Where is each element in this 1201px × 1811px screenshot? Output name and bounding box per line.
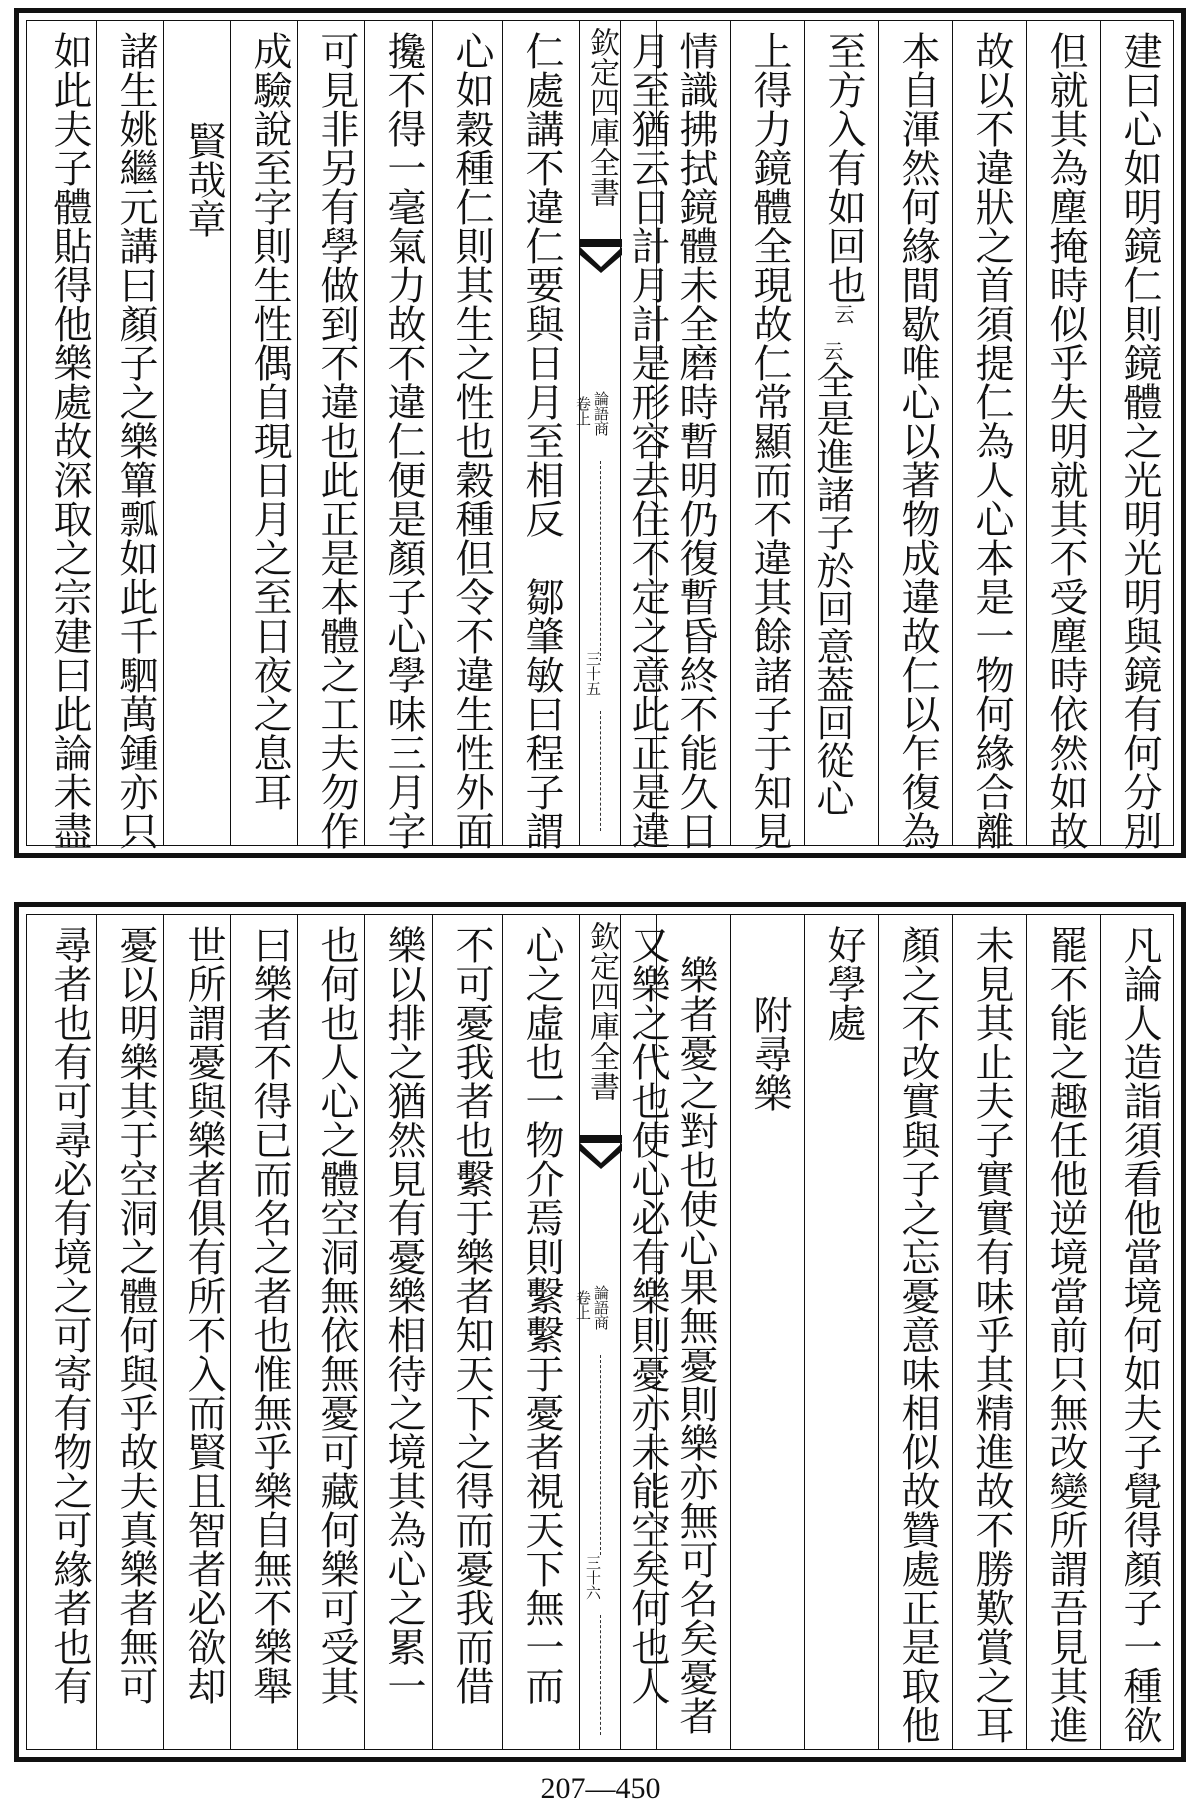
column-rule [364, 21, 365, 845]
column-rule [297, 21, 298, 845]
column-rule [952, 21, 953, 845]
spine-dash [600, 461, 601, 661]
column-rule [730, 915, 731, 1749]
section-heading: 附尋樂 [747, 995, 792, 1112]
column-rule [804, 915, 805, 1749]
spine-column [574, 915, 621, 1749]
text-column: 成驗說至字則生性偶自現日月之至日夜之息耳 [247, 31, 292, 811]
chapter-heading: 賢哉章 [181, 121, 226, 238]
text-column: 又樂之代也使心必有樂則憂亦未能空矣何也人 [625, 925, 670, 1705]
column-rule [1026, 915, 1027, 1749]
spine-volume: 卷上 [574, 396, 592, 426]
text-column: 可見非另有學做到不違也此正是本體之工夫勿作 [314, 31, 359, 850]
text-column: 建曰心如明鏡仁則鏡體之光明光明與鏡有何分別 [1117, 31, 1162, 850]
text-column: 曰樂者不得已而名之者也惟無乎樂自無不樂舉 [247, 925, 292, 1705]
spine-title: 欽定四庫全書 [584, 27, 619, 207]
column-rule [1100, 21, 1101, 845]
text-column: 也何也人心之體空洞無依無憂可藏何樂可受其 [314, 925, 359, 1705]
column-rule [96, 21, 97, 845]
text-column [817, 31, 869, 324]
text-column-main: 至方入有如回也 [821, 31, 866, 304]
annotation-column [807, 341, 857, 817]
text-column: 故以不違狀之首須提仁為人心本是一物何緣合離 [969, 31, 1014, 850]
text-column: 情識拂拭鏡體未全磨時暫明仍復暫昏終不能久日 [673, 31, 718, 850]
text-column: 心之虛也一物介焉則繫繫于憂者視天下無一而 [519, 925, 564, 1705]
text-column: 不可憂我者也繫于樂者知天下之得而憂我而借 [449, 925, 494, 1705]
text-column: 仁處講不違仁要與日月至相反 鄒肇敏曰程子謂 [519, 31, 564, 850]
top-page [14, 8, 1186, 858]
text-column: 心如穀種仁則其生之性也穀種但令不違生性外面 [449, 31, 494, 850]
top-page-frame [26, 20, 1174, 850]
text-column: 好學處 [821, 925, 866, 1042]
text-column: 凡論人造詣須看他當境何如夫子覺得顏子一種欲 [1117, 925, 1162, 1744]
spine-column [574, 21, 621, 845]
annotation-text: 全是進諸子於回意葢回從心 [810, 361, 854, 817]
bottom-page [14, 902, 1186, 1762]
column-rule [364, 915, 365, 1749]
column-rule [804, 21, 805, 845]
column-rule [163, 21, 164, 845]
spine-dash [600, 711, 601, 831]
text-column: 如此夫子體貼得他樂處故深取之宗建曰此論未盡 [47, 31, 92, 850]
spine-leaf-number: 三十六 [584, 1555, 602, 1600]
column-rule [96, 915, 97, 1749]
spine-dash [600, 1615, 601, 1735]
column-rule [952, 915, 953, 1749]
column-rule [878, 21, 879, 845]
spine-leaf-number: 三十五 [584, 651, 602, 696]
annotation-mark: 云 [831, 304, 855, 324]
text-column: 顏之不改實與子之忘憂意味相似故贊處正是取他 [895, 925, 940, 1744]
bottom-page-frame [26, 914, 1174, 1750]
text-column: 攙不得一毫氣力故不違仁便是顏子心學味三月字 [381, 31, 426, 850]
text-column: 諸生姚繼元講曰顏子之樂簞瓢如此千駟萬鍾亦只 [113, 31, 158, 850]
column-rule [230, 21, 231, 845]
fish-tail-ornament [580, 1135, 622, 1169]
column-rule [432, 21, 433, 845]
spine-title: 欽定四庫全書 [584, 921, 619, 1101]
spine-volume: 卷上 [574, 1290, 592, 1320]
text-column: 上得力鏡體全現故仁常顯而不違其餘諸子于知見 [747, 31, 792, 850]
text-column: 憂以明樂其于空洞之體何與乎故夫真樂者無可 [113, 925, 158, 1705]
column-rule [502, 915, 503, 1749]
text-column: 尋者也有可尋必有境之可寄有物之可緣者也有 [47, 925, 92, 1705]
column-rule [230, 915, 231, 1749]
text-column: 罷不能之趣任他逆境當前只無改變所謂吾見其進 [1043, 925, 1088, 1744]
column-rule [1026, 21, 1027, 845]
text-column: 世所謂憂與樂者俱有所不入而賢且智者必欲却 [181, 925, 226, 1705]
spine-dash [600, 1355, 601, 1555]
column-rule [432, 915, 433, 1749]
column-rule [502, 21, 503, 845]
column-rule [878, 915, 879, 1749]
column-rule [163, 915, 164, 1749]
column-rule [1100, 915, 1101, 1749]
column-rule [297, 915, 298, 1749]
text-column: 樂以排之猶然見有憂樂相待之境其為心之累一 [381, 925, 426, 1705]
spine-book-title: 論語商 [592, 1285, 610, 1330]
spine-book-title: 論語商 [592, 391, 610, 436]
fish-tail-ornament [580, 239, 622, 273]
text-column: 未見其止夫子實實有味乎其精進故不勝歎賞之耳 [969, 925, 1014, 1744]
text-column: 本自渾然何緣間歇唯心以著物成違故仁以乍復為 [895, 31, 940, 850]
annotation-mark: 云 [820, 341, 844, 361]
page-footer-number: 207—450 [540, 1772, 661, 1805]
text-column: 樂者憂之對也使心果無憂則樂亦無可名矣憂者 [673, 955, 718, 1735]
text-column: 但就其為塵掩時似乎失明就其不受塵時依然如故 [1043, 31, 1088, 850]
column-rule [730, 21, 731, 845]
text-column: 月至猶云日計月計是形容去住不定之意此正是違 [625, 31, 670, 850]
